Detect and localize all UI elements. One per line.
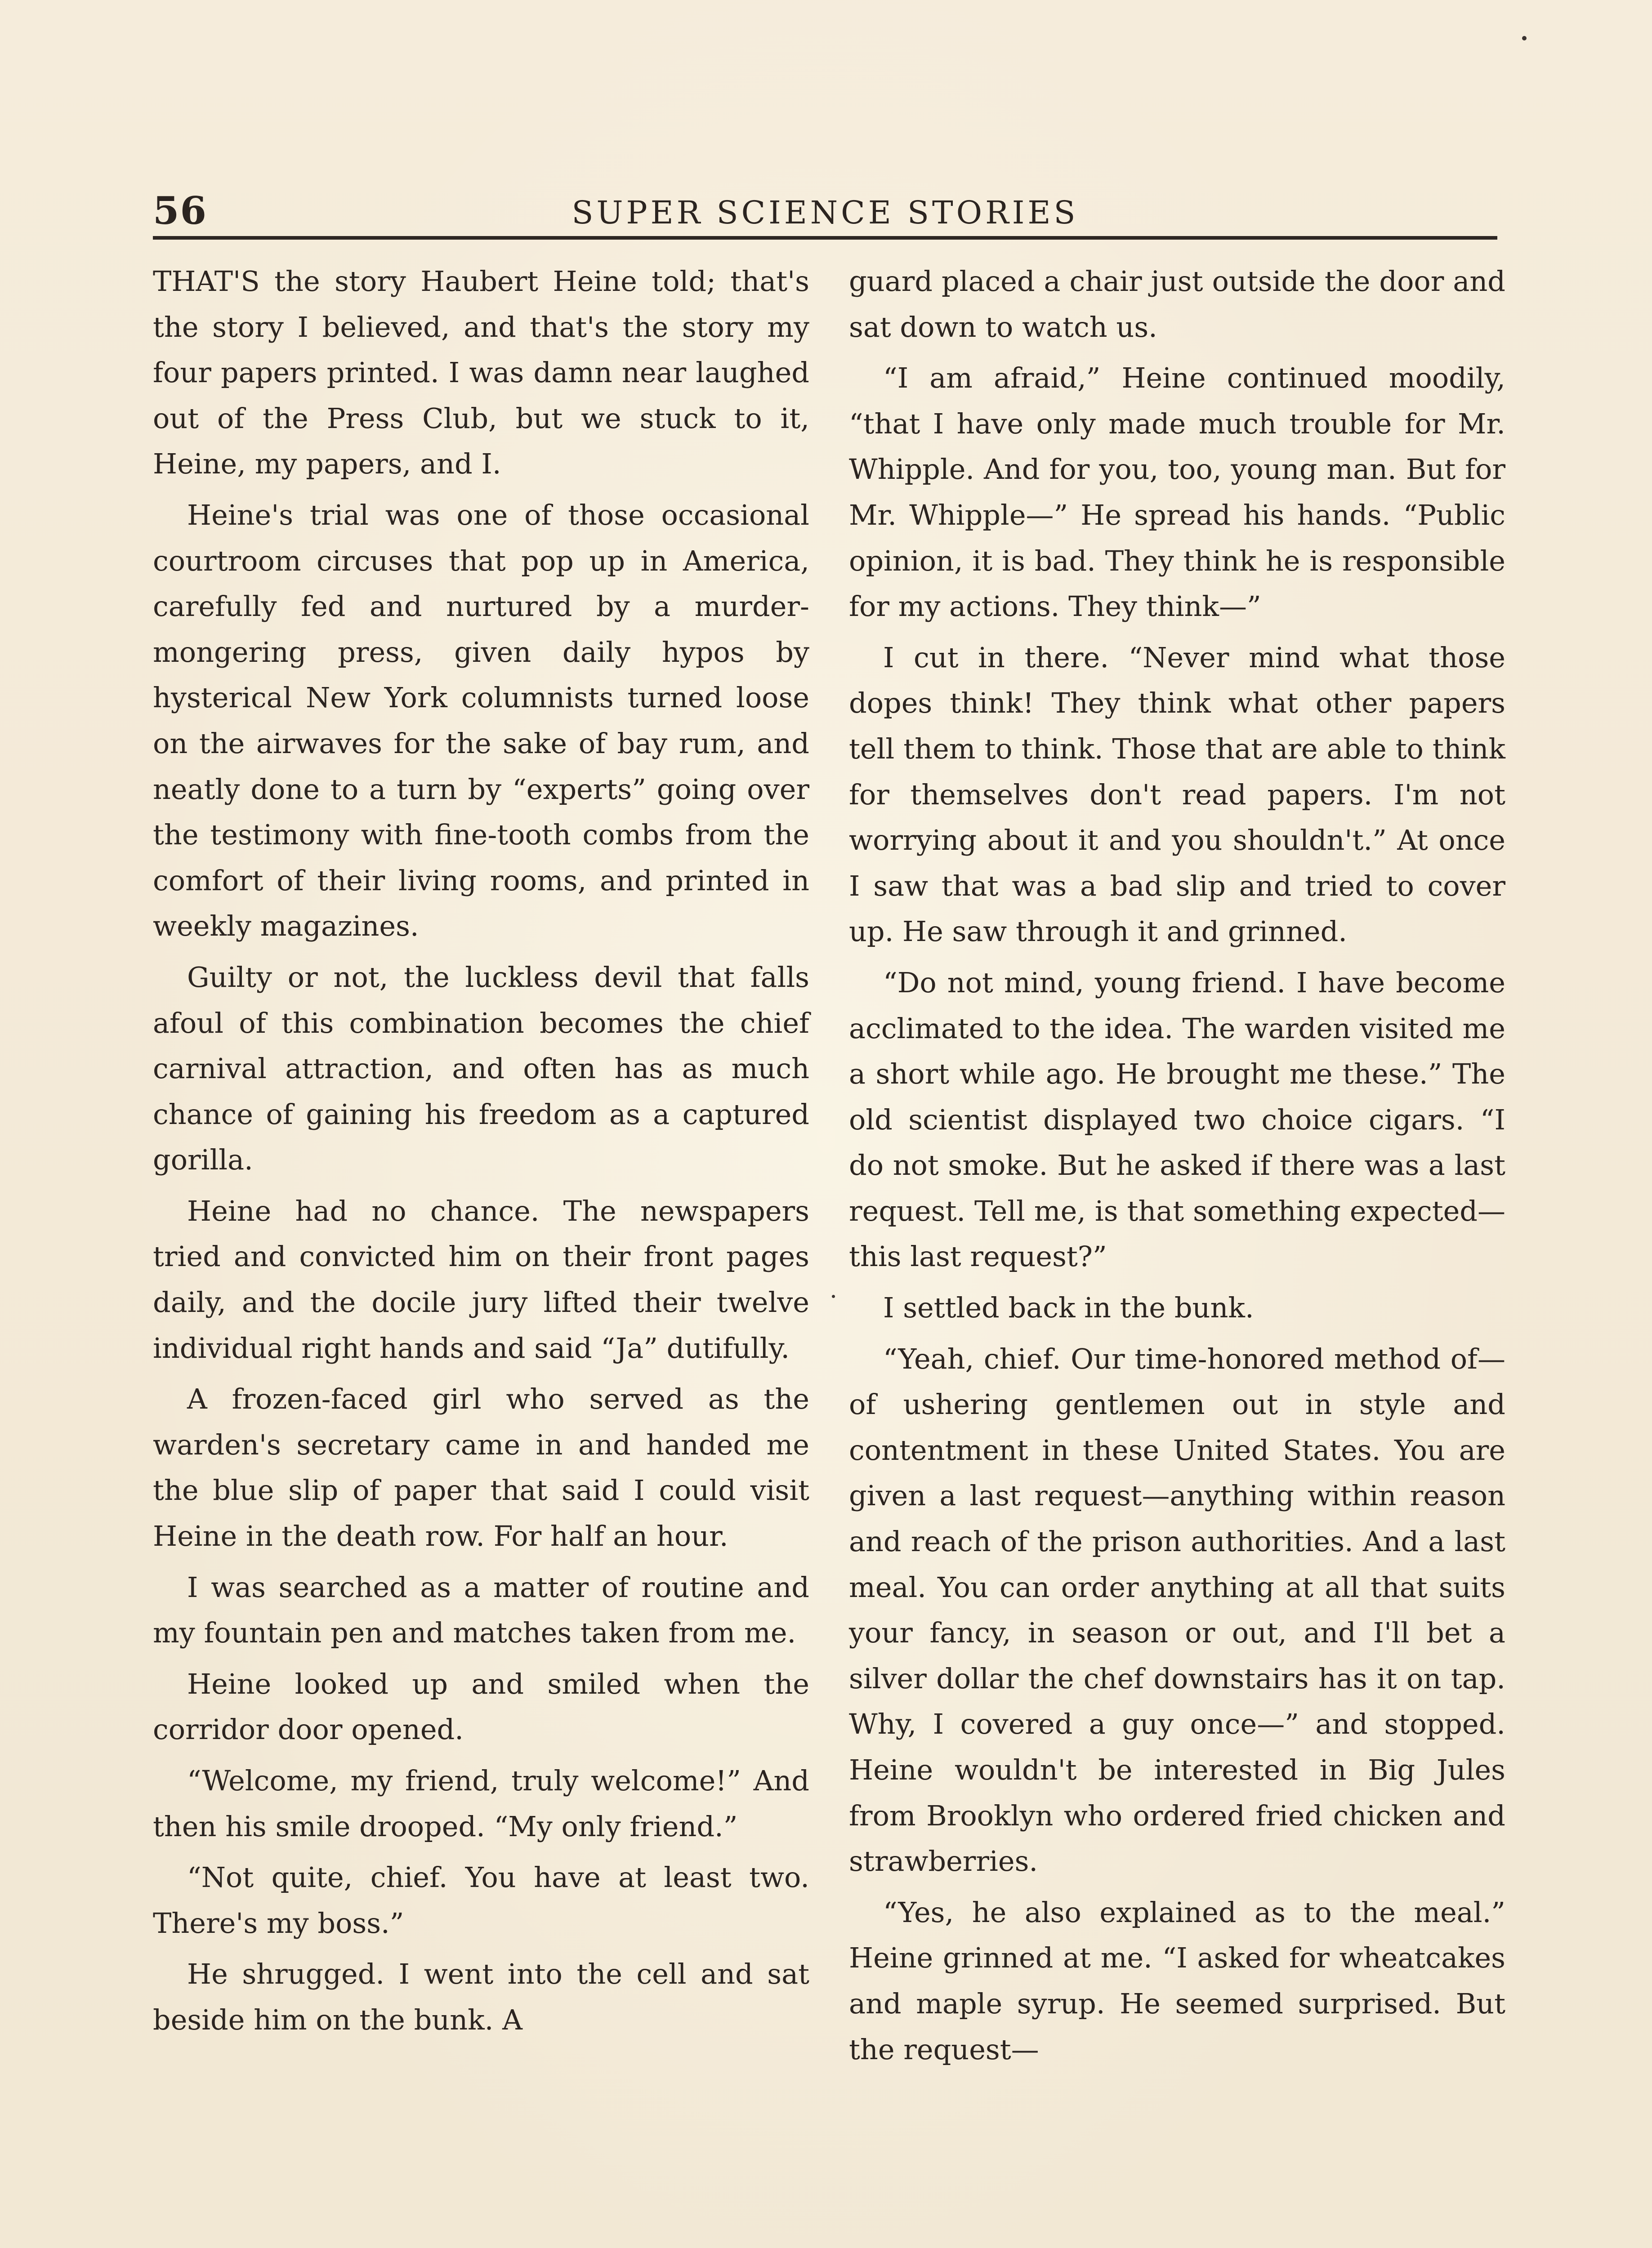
paragraph: “I am afraid,” Heine continued moodily, “that I have only made much trouble for Mr. Whipple. And for you, too, young man. But for Mr. Whipple—” He spread his hands. “Public opinion, it is bad. They think he is responsible for my actions. They think—” xyxy=(849,361,1505,623)
running-head-title: SUPER SCIENCE STORIES xyxy=(572,194,1079,231)
left-column xyxy=(153,259,809,2048)
paragraph: “Yes, he also explained as to the meal.” Heine grinned at me. “I asked for wheatcakes and maple syrup. He seemed surprised. But the request— xyxy=(849,1896,1505,2066)
right-column xyxy=(849,259,1505,2078)
paragraph: He shrugged. I went into the cell and sat beside him on the bunk. A xyxy=(153,1958,809,2036)
paragraph: “Welcome, my friend, truly welcome!” And then his smile drooped. “My only friend.” xyxy=(153,1764,809,1843)
paragraph: I was searched as a matter of routine and my fountain pen and matches taken from me. xyxy=(153,1570,809,1650)
page-number: 56 xyxy=(153,188,207,233)
paragraph: I settled back in the bunk. xyxy=(883,1291,1254,1325)
paragraph: “Yeah, chief. Our time-honored method of—of ushering gentlemen out in style and contentment in these United States. You are given a last request—anything within reason and reach of the prison authorities. And a last meal. You can order anything at all that suits your fancy, in season or out, and I'll bet a silver dollar the chef downstairs has it on tap. Why, I covered a guy once—” and stopped. Heine wouldn't be interested in Big Jules from Brooklyn who ordered fried chicken and strawberries. xyxy=(849,1342,1505,1878)
paragraph: Heine looked up and smiled when the corridor door opened. xyxy=(153,1667,809,1746)
paragraph: I cut in there. “Never mind what those dopes think! They think what other papers tell them to think. Those that are able to think for themselves don't read papers. I'm not worrying about it and you shouldn't.” At once I saw that was a bad slip and tried to cover up. He saw through it and grinned. xyxy=(849,641,1505,948)
page-header xyxy=(153,187,1497,240)
paragraph: guard placed a chair just outside the door and sat down to watch us. xyxy=(849,265,1505,343)
paragraph: A frozen-faced girl who served as the warden's secretary came in and handed me the blue slip of paper that said I could visit Heine in the death row. For half an hour. xyxy=(153,1383,809,1553)
print-speck xyxy=(1522,36,1527,40)
paragraph: “Do not mind, young friend. I have become acclimated to the idea. The warden visited me a short while ago. He brought me these.” The old scientist displayed two choice cigars. “I do not smoke. But he asked if there was a last request. Tell me, is that something expected—this last request?” xyxy=(849,966,1505,1273)
print-speck xyxy=(832,1295,835,1298)
paragraph: “Not quite, chief. You have at least two. There's my boss.” xyxy=(153,1861,809,1940)
paragraph: THAT'S the story Haubert Heine told; that's the story I believed, and that's the story my four papers printed. I was damn near laughed out of the Press Club, but we stuck to it, Heine, my papers, and I. xyxy=(153,265,809,481)
paragraph: Guilty or not, the luckless devil that falls afoul of this combination becomes the chief carnival attraction, and often has as much chance of gaining his freedom as a captured gorilla. xyxy=(153,960,809,1177)
paragraph: Heine had no chance. The newspapers tried and convicted him on their front pages daily, and the docile jury lifted their twelve individual right hands and said “Ja” dutifully. xyxy=(153,1194,809,1365)
paragraph: Heine's trial was one of those occasional courtroom circuses that pop up in America, carefully fed and nurtured by a murder-mongering press, given daily hypos by hysterical New York columnists turned loose on the airwaves for the sake of bay rum, and neatly done to a turn by “experts” going over the testimony with fine-tooth combs from the comfort of their living rooms, and printed in weekly magazines. xyxy=(153,498,809,943)
